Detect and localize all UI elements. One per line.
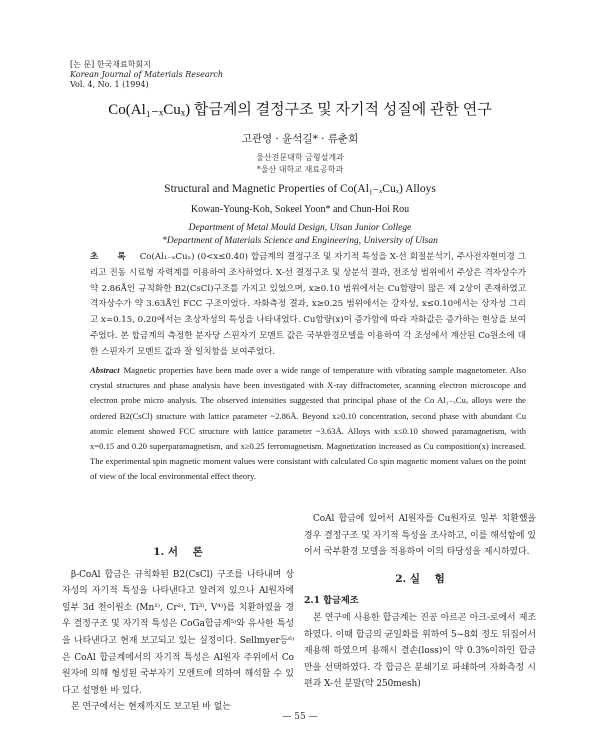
page-number: — 55 — <box>282 712 318 722</box>
body-paragraph: 본 연구에 사용한 합금계는 진공 아르곤 아크-로에서 제조하였다. 이때 합금의 균일화를 위하여 5~8회 정도 뒤집어서 재용해 하였으며 용해시 결손(loss)이 약 0.3%이하인 합금만을 선택하였다. 각 합금은 분쇄기로 파쇄하여 자화측정 시편과 X-선 분말(약 250mesh) <box>304 612 536 690</box>
section-heading-introduction: 1. 서 론 <box>153 546 203 558</box>
abstract-ko-text: Co(Al₁₋ₓCuₓ) (0<x≤0.40) 합금계의 결정구조 및 자기적 특성을 X-선 회절분석기, 주사전자현미경 그리고 진동 시료형 자력계를 이용하여 조사하였다. X-선 결정구조 및 상분석 결과, 전조성 범위에서 주상은 격자상수가 약 2.86Å인 규칙화한 B2(CsCl)구조를 가지고 있었으며, x≥0.10 범위에서는 Cu함량이 많은 제 2상이 존재하였고 격자상수가 약 3.63Å인 FCC 구조이었다. 자화측정 결과, x≥0.25 범위에서는 강자성, x≤0.10에서는 상자성 그리고 x=0.15, 0.20에서는 초상자성의 특성을 나타내었다. Cu함량(x)이 증가함에 따라 자화값은 증가하는 현상을 보여주었다. 본 합금계의 측정한 분자당 스핀자기 모멘트 값은 국부환경모델을 이용하여 각 조성에서 계산된 Co원소에 대한 스핀자기 모멘트 값과 잘 일치함을 보여주었다. <box>90 252 526 357</box>
paper-title-en: Structural and Magnetic Properties of Co(Al₁₋ₓCuₓ) Alloys <box>164 183 436 195</box>
abstract-en <box>90 363 526 485</box>
affiliation-ko <box>0 152 600 176</box>
affiliation-en-line2: *Department of Materials Science and Engineering, University of Ulsan <box>162 236 438 246</box>
journal-volume: Vol. 4, No. 1 (1994) <box>70 80 149 89</box>
authors-ko: 고관영 · 윤석길* · 류춘회 <box>241 133 359 145</box>
journal-name-ko: [논 문] 한국재료학회지 <box>70 60 151 69</box>
affiliation-en <box>0 222 600 248</box>
affiliation-ko-line2: *울산 대학교 재료공학과 <box>256 165 344 174</box>
authors-en: Kowan-Young-Koh, Sokeel Yoon* and Chun-Hoi Rou <box>190 204 410 215</box>
body-column-right <box>304 511 536 693</box>
affiliation-en-line1: Department of Metal Mould Design, Ulsan Junior College <box>188 223 412 233</box>
paper-title-ko: Co(Al₁₋ₓCuₓ) 합금계의 결정구조 및 자기적 성질에 관한 연구 <box>108 102 492 118</box>
affiliation-ko-line1: 울산전문대학 금형설계과 <box>256 153 344 162</box>
body-column-left <box>62 538 294 716</box>
body-paragraph: CoAl 합금에 있어서 Al원자를 Cu원자로 일부 치환했을 경우 결정구조 및 자기적 특성을 조사하고, 이를 해석함에 있어서 국부환경 모델을 적용하여 이의 타당성을 제시하였다. <box>304 514 536 558</box>
abstract-ko <box>90 250 526 361</box>
journal-name-en: Korean Journal of Materials Research <box>70 70 224 79</box>
abstract-en-text: Magnetic properties have been made over a wide range of temperature with vibrating sample magnetometer. Also crystal structures and phase analysis have been investigated with X-ray diffractometer, scanning electron microscope and electron probe micro analysis. The observed intensities suggested that principal phase of the Co Al₁₋ₓCuₓ alloys were the ordered B2(CsCl) structure with lattice parameter ~2.86Å. Beyond x≥0.10 concentration, second phase with abundant Cu atomic element showed FCC structure with lattice parameter ~3.63Å. Alloys with x≤0.10 showed paramagnetism, with x=0.15 and 0.20 superparamagnetism, and x≥0.25 ferromagnetism. Magnetization increased as Cu composition(x) increased. The experimental spin magnetic moment values were consistant with calculated Co spin magnetic moment values on the point of view of the local environmental effect theory. <box>90 365 526 482</box>
body-paragraph: 본 연구에서는 현재까지도 보고된 바 없는 <box>71 702 231 713</box>
abstract-en-label: Abstract <box>90 365 120 375</box>
body-paragraph: β-CoAl 합금은 규칙화된 B2(CsCl) 구조를 나타내며 상자성의 자기적 특성을 나타낸다고 알려져 있으나 Al원자에 일부 3d 천이원소 (Mn¹⁾, Cr²⁾, Ti³⁾, V⁴⁾)를 치환하였을 경우 결정구조 및 자기적 특성은 CoGa합금계⁵⁾와 유사한 특성을 나타낸다고 현재 보고되고 있는 실정이다. Sellmyer등⁶⁾은 CoAl 합금계에서의 자기적 특성은 Al원자 주위에서 Co원자에 의해 형성된 국부자기 모멘트에 의하여 해석할 수 있다고 설명한 바 있다. <box>62 569 294 696</box>
section-heading-experiment: 2. 실 험 <box>395 572 445 585</box>
abstract-ko-label: 초 록 <box>90 252 134 262</box>
subsection-heading-alloy-prep: 2.1 합금제조 <box>304 595 359 607</box>
journal-header <box>70 60 223 90</box>
